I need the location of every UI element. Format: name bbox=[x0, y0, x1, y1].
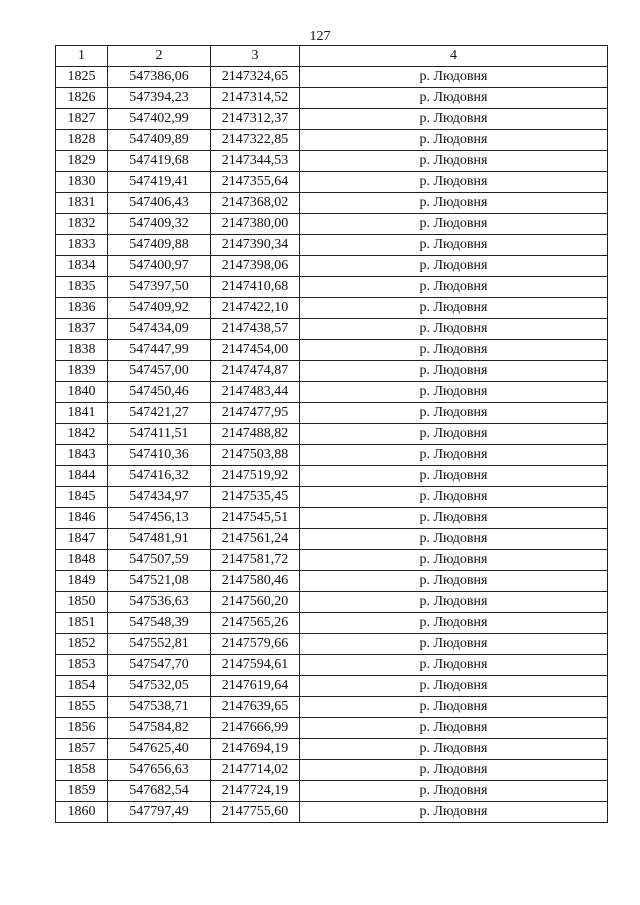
cell-y: 2147488,82 bbox=[211, 424, 300, 445]
cell-description: р. Людовня bbox=[300, 739, 608, 760]
cell-point-number: 1859 bbox=[56, 781, 108, 802]
cell-description: р. Людовня bbox=[300, 361, 608, 382]
cell-point-number: 1850 bbox=[56, 592, 108, 613]
cell-x: 547409,89 bbox=[108, 130, 211, 151]
table-row bbox=[56, 256, 608, 277]
cell-y: 2147561,24 bbox=[211, 529, 300, 550]
cell-x: 547434,97 bbox=[108, 487, 211, 508]
cell-x: 547402,99 bbox=[108, 109, 211, 130]
cell-y: 2147344,53 bbox=[211, 151, 300, 172]
cell-point-number: 1848 bbox=[56, 550, 108, 571]
table-row bbox=[56, 277, 608, 298]
cell-x: 547386,06 bbox=[108, 67, 211, 88]
cell-x: 547656,63 bbox=[108, 760, 211, 781]
table-row bbox=[56, 151, 608, 172]
cell-x: 547434,09 bbox=[108, 319, 211, 340]
cell-y: 2147380,00 bbox=[211, 214, 300, 235]
cell-x: 547400,97 bbox=[108, 256, 211, 277]
cell-description: р. Людовня bbox=[300, 319, 608, 340]
cell-description: р. Людовня bbox=[300, 88, 608, 109]
cell-point-number: 1837 bbox=[56, 319, 108, 340]
cell-point-number: 1830 bbox=[56, 172, 108, 193]
table-row bbox=[56, 508, 608, 529]
page-number: 127 bbox=[309, 29, 331, 44]
cell-x: 547419,68 bbox=[108, 151, 211, 172]
cell-description: р. Людовня bbox=[300, 760, 608, 781]
table-row bbox=[56, 697, 608, 718]
table-row bbox=[56, 235, 608, 256]
cell-y: 2147477,95 bbox=[211, 403, 300, 424]
cell-description: р. Людовня bbox=[300, 424, 608, 445]
coordinates-table bbox=[55, 45, 608, 823]
cell-description: р. Людовня bbox=[300, 151, 608, 172]
cell-description: р. Людовня bbox=[300, 634, 608, 655]
table-row bbox=[56, 67, 608, 88]
cell-x: 547450,46 bbox=[108, 382, 211, 403]
table-row bbox=[56, 718, 608, 739]
cell-y: 2147503,88 bbox=[211, 445, 300, 466]
table-row bbox=[56, 739, 608, 760]
cell-y: 2147639,65 bbox=[211, 697, 300, 718]
table-row bbox=[56, 487, 608, 508]
cell-point-number: 1851 bbox=[56, 613, 108, 634]
cell-description: р. Людовня bbox=[300, 193, 608, 214]
table-row bbox=[56, 802, 608, 823]
cell-description: р. Людовня bbox=[300, 382, 608, 403]
cell-description: р. Людовня bbox=[300, 487, 608, 508]
cell-y: 2147581,72 bbox=[211, 550, 300, 571]
cell-y: 2147519,92 bbox=[211, 466, 300, 487]
cell-x: 547406,43 bbox=[108, 193, 211, 214]
cell-x: 547397,50 bbox=[108, 277, 211, 298]
cell-y: 2147355,64 bbox=[211, 172, 300, 193]
cell-point-number: 1857 bbox=[56, 739, 108, 760]
cell-y: 2147580,46 bbox=[211, 571, 300, 592]
table-row bbox=[56, 382, 608, 403]
cell-point-number: 1826 bbox=[56, 88, 108, 109]
table-row bbox=[56, 781, 608, 802]
cell-description: р. Людовня bbox=[300, 256, 608, 277]
cell-y: 2147438,57 bbox=[211, 319, 300, 340]
cell-x: 547532,05 bbox=[108, 676, 211, 697]
table-row bbox=[56, 340, 608, 361]
table-row bbox=[56, 592, 608, 613]
cell-y: 2147579,66 bbox=[211, 634, 300, 655]
table-body bbox=[56, 67, 608, 823]
cell-y: 2147714,02 bbox=[211, 760, 300, 781]
table-row bbox=[56, 445, 608, 466]
cell-description: р. Людовня bbox=[300, 655, 608, 676]
table-row bbox=[56, 88, 608, 109]
cell-y: 2147565,26 bbox=[211, 613, 300, 634]
cell-y: 2147666,99 bbox=[211, 718, 300, 739]
cell-x: 547552,81 bbox=[108, 634, 211, 655]
cell-point-number: 1849 bbox=[56, 571, 108, 592]
cell-y: 2147724,19 bbox=[211, 781, 300, 802]
cell-point-number: 1829 bbox=[56, 151, 108, 172]
cell-x: 547409,88 bbox=[108, 235, 211, 256]
cell-x: 547410,36 bbox=[108, 445, 211, 466]
cell-x: 547416,32 bbox=[108, 466, 211, 487]
cell-point-number: 1844 bbox=[56, 466, 108, 487]
cell-y: 2147545,51 bbox=[211, 508, 300, 529]
cell-description: р. Людовня bbox=[300, 109, 608, 130]
table-row bbox=[56, 361, 608, 382]
cell-description: р. Людовня bbox=[300, 340, 608, 361]
cell-y: 2147619,64 bbox=[211, 676, 300, 697]
cell-x: 547507,59 bbox=[108, 550, 211, 571]
cell-x: 547456,13 bbox=[108, 508, 211, 529]
cell-description: р. Людовня bbox=[300, 403, 608, 424]
table-row bbox=[56, 571, 608, 592]
table-row bbox=[56, 550, 608, 571]
table-row bbox=[56, 466, 608, 487]
cell-x: 547419,41 bbox=[108, 172, 211, 193]
cell-y: 2147390,34 bbox=[211, 235, 300, 256]
cell-x: 547457,00 bbox=[108, 361, 211, 382]
cell-y: 2147410,68 bbox=[211, 277, 300, 298]
cell-description: р. Людовня bbox=[300, 67, 608, 88]
cell-y: 2147368,02 bbox=[211, 193, 300, 214]
table-row bbox=[56, 130, 608, 151]
cell-description: р. Людовня bbox=[300, 613, 608, 634]
cell-y: 2147324,65 bbox=[211, 67, 300, 88]
cell-point-number: 1825 bbox=[56, 67, 108, 88]
cell-point-number: 1854 bbox=[56, 676, 108, 697]
table-row bbox=[56, 193, 608, 214]
cell-point-number: 1827 bbox=[56, 109, 108, 130]
cell-description: р. Людовня bbox=[300, 676, 608, 697]
cell-y: 2147314,52 bbox=[211, 88, 300, 109]
column-header-y: 3 bbox=[211, 46, 300, 67]
cell-point-number: 1831 bbox=[56, 193, 108, 214]
cell-description: р. Людовня bbox=[300, 172, 608, 193]
table-row bbox=[56, 613, 608, 634]
table-row bbox=[56, 760, 608, 781]
cell-x: 547409,92 bbox=[108, 298, 211, 319]
cell-description: р. Людовня bbox=[300, 214, 608, 235]
cell-description: р. Людовня bbox=[300, 697, 608, 718]
cell-point-number: 1832 bbox=[56, 214, 108, 235]
cell-description: р. Людовня bbox=[300, 550, 608, 571]
cell-y: 2147422,10 bbox=[211, 298, 300, 319]
table-row bbox=[56, 634, 608, 655]
table-row bbox=[56, 109, 608, 130]
table-row bbox=[56, 403, 608, 424]
cell-description: р. Людовня bbox=[300, 718, 608, 739]
cell-description: р. Людовня bbox=[300, 571, 608, 592]
cell-x: 547547,70 bbox=[108, 655, 211, 676]
cell-x: 547538,71 bbox=[108, 697, 211, 718]
table-row bbox=[56, 319, 608, 340]
cell-point-number: 1858 bbox=[56, 760, 108, 781]
column-header-x: 2 bbox=[108, 46, 211, 67]
cell-description: р. Людовня bbox=[300, 781, 608, 802]
cell-point-number: 1860 bbox=[56, 802, 108, 823]
cell-y: 2147312,37 bbox=[211, 109, 300, 130]
cell-description: р. Людовня bbox=[300, 466, 608, 487]
cell-y: 2147560,20 bbox=[211, 592, 300, 613]
cell-point-number: 1847 bbox=[56, 529, 108, 550]
cell-point-number: 1843 bbox=[56, 445, 108, 466]
cell-x: 547409,32 bbox=[108, 214, 211, 235]
table-header-row bbox=[56, 46, 608, 67]
table-row bbox=[56, 172, 608, 193]
cell-y: 2147594,61 bbox=[211, 655, 300, 676]
cell-description: р. Людовня bbox=[300, 277, 608, 298]
table-row bbox=[56, 214, 608, 235]
table-row bbox=[56, 298, 608, 319]
cell-y: 2147454,00 bbox=[211, 340, 300, 361]
cell-x: 547481,91 bbox=[108, 529, 211, 550]
table-row bbox=[56, 424, 608, 445]
column-header-point-number: 1 bbox=[56, 46, 108, 67]
cell-x: 547521,08 bbox=[108, 571, 211, 592]
table-row bbox=[56, 655, 608, 676]
cell-point-number: 1845 bbox=[56, 487, 108, 508]
cell-point-number: 1836 bbox=[56, 298, 108, 319]
cell-point-number: 1840 bbox=[56, 382, 108, 403]
cell-x: 547682,54 bbox=[108, 781, 211, 802]
cell-point-number: 1852 bbox=[56, 634, 108, 655]
table-row bbox=[56, 676, 608, 697]
cell-y: 2147483,44 bbox=[211, 382, 300, 403]
cell-description: р. Людовня bbox=[300, 802, 608, 823]
cell-point-number: 1846 bbox=[56, 508, 108, 529]
cell-description: р. Людовня bbox=[300, 508, 608, 529]
cell-point-number: 1833 bbox=[56, 235, 108, 256]
cell-description: р. Людовня bbox=[300, 235, 608, 256]
cell-description: р. Людовня bbox=[300, 130, 608, 151]
cell-x: 547411,51 bbox=[108, 424, 211, 445]
cell-x: 547536,63 bbox=[108, 592, 211, 613]
cell-point-number: 1842 bbox=[56, 424, 108, 445]
cell-description: р. Людовня bbox=[300, 445, 608, 466]
cell-point-number: 1835 bbox=[56, 277, 108, 298]
cell-point-number: 1834 bbox=[56, 256, 108, 277]
cell-point-number: 1828 bbox=[56, 130, 108, 151]
cell-x: 547584,82 bbox=[108, 718, 211, 739]
cell-point-number: 1838 bbox=[56, 340, 108, 361]
cell-point-number: 1855 bbox=[56, 697, 108, 718]
cell-point-number: 1839 bbox=[56, 361, 108, 382]
cell-x: 547421,27 bbox=[108, 403, 211, 424]
table-row bbox=[56, 529, 608, 550]
cell-y: 2147755,60 bbox=[211, 802, 300, 823]
cell-x: 547447,99 bbox=[108, 340, 211, 361]
cell-description: р. Людовня bbox=[300, 529, 608, 550]
cell-x: 547625,40 bbox=[108, 739, 211, 760]
cell-point-number: 1856 bbox=[56, 718, 108, 739]
cell-x: 547394,23 bbox=[108, 88, 211, 109]
cell-y: 2147322,85 bbox=[211, 130, 300, 151]
cell-point-number: 1841 bbox=[56, 403, 108, 424]
cell-y: 2147694,19 bbox=[211, 739, 300, 760]
cell-x: 547797,49 bbox=[108, 802, 211, 823]
cell-y: 2147398,06 bbox=[211, 256, 300, 277]
cell-y: 2147535,45 bbox=[211, 487, 300, 508]
cell-x: 547548,39 bbox=[108, 613, 211, 634]
cell-description: р. Людовня bbox=[300, 298, 608, 319]
column-header-description: 4 bbox=[300, 46, 608, 67]
cell-description: р. Людовня bbox=[300, 592, 608, 613]
cell-y: 2147474,87 bbox=[211, 361, 300, 382]
cell-point-number: 1853 bbox=[56, 655, 108, 676]
